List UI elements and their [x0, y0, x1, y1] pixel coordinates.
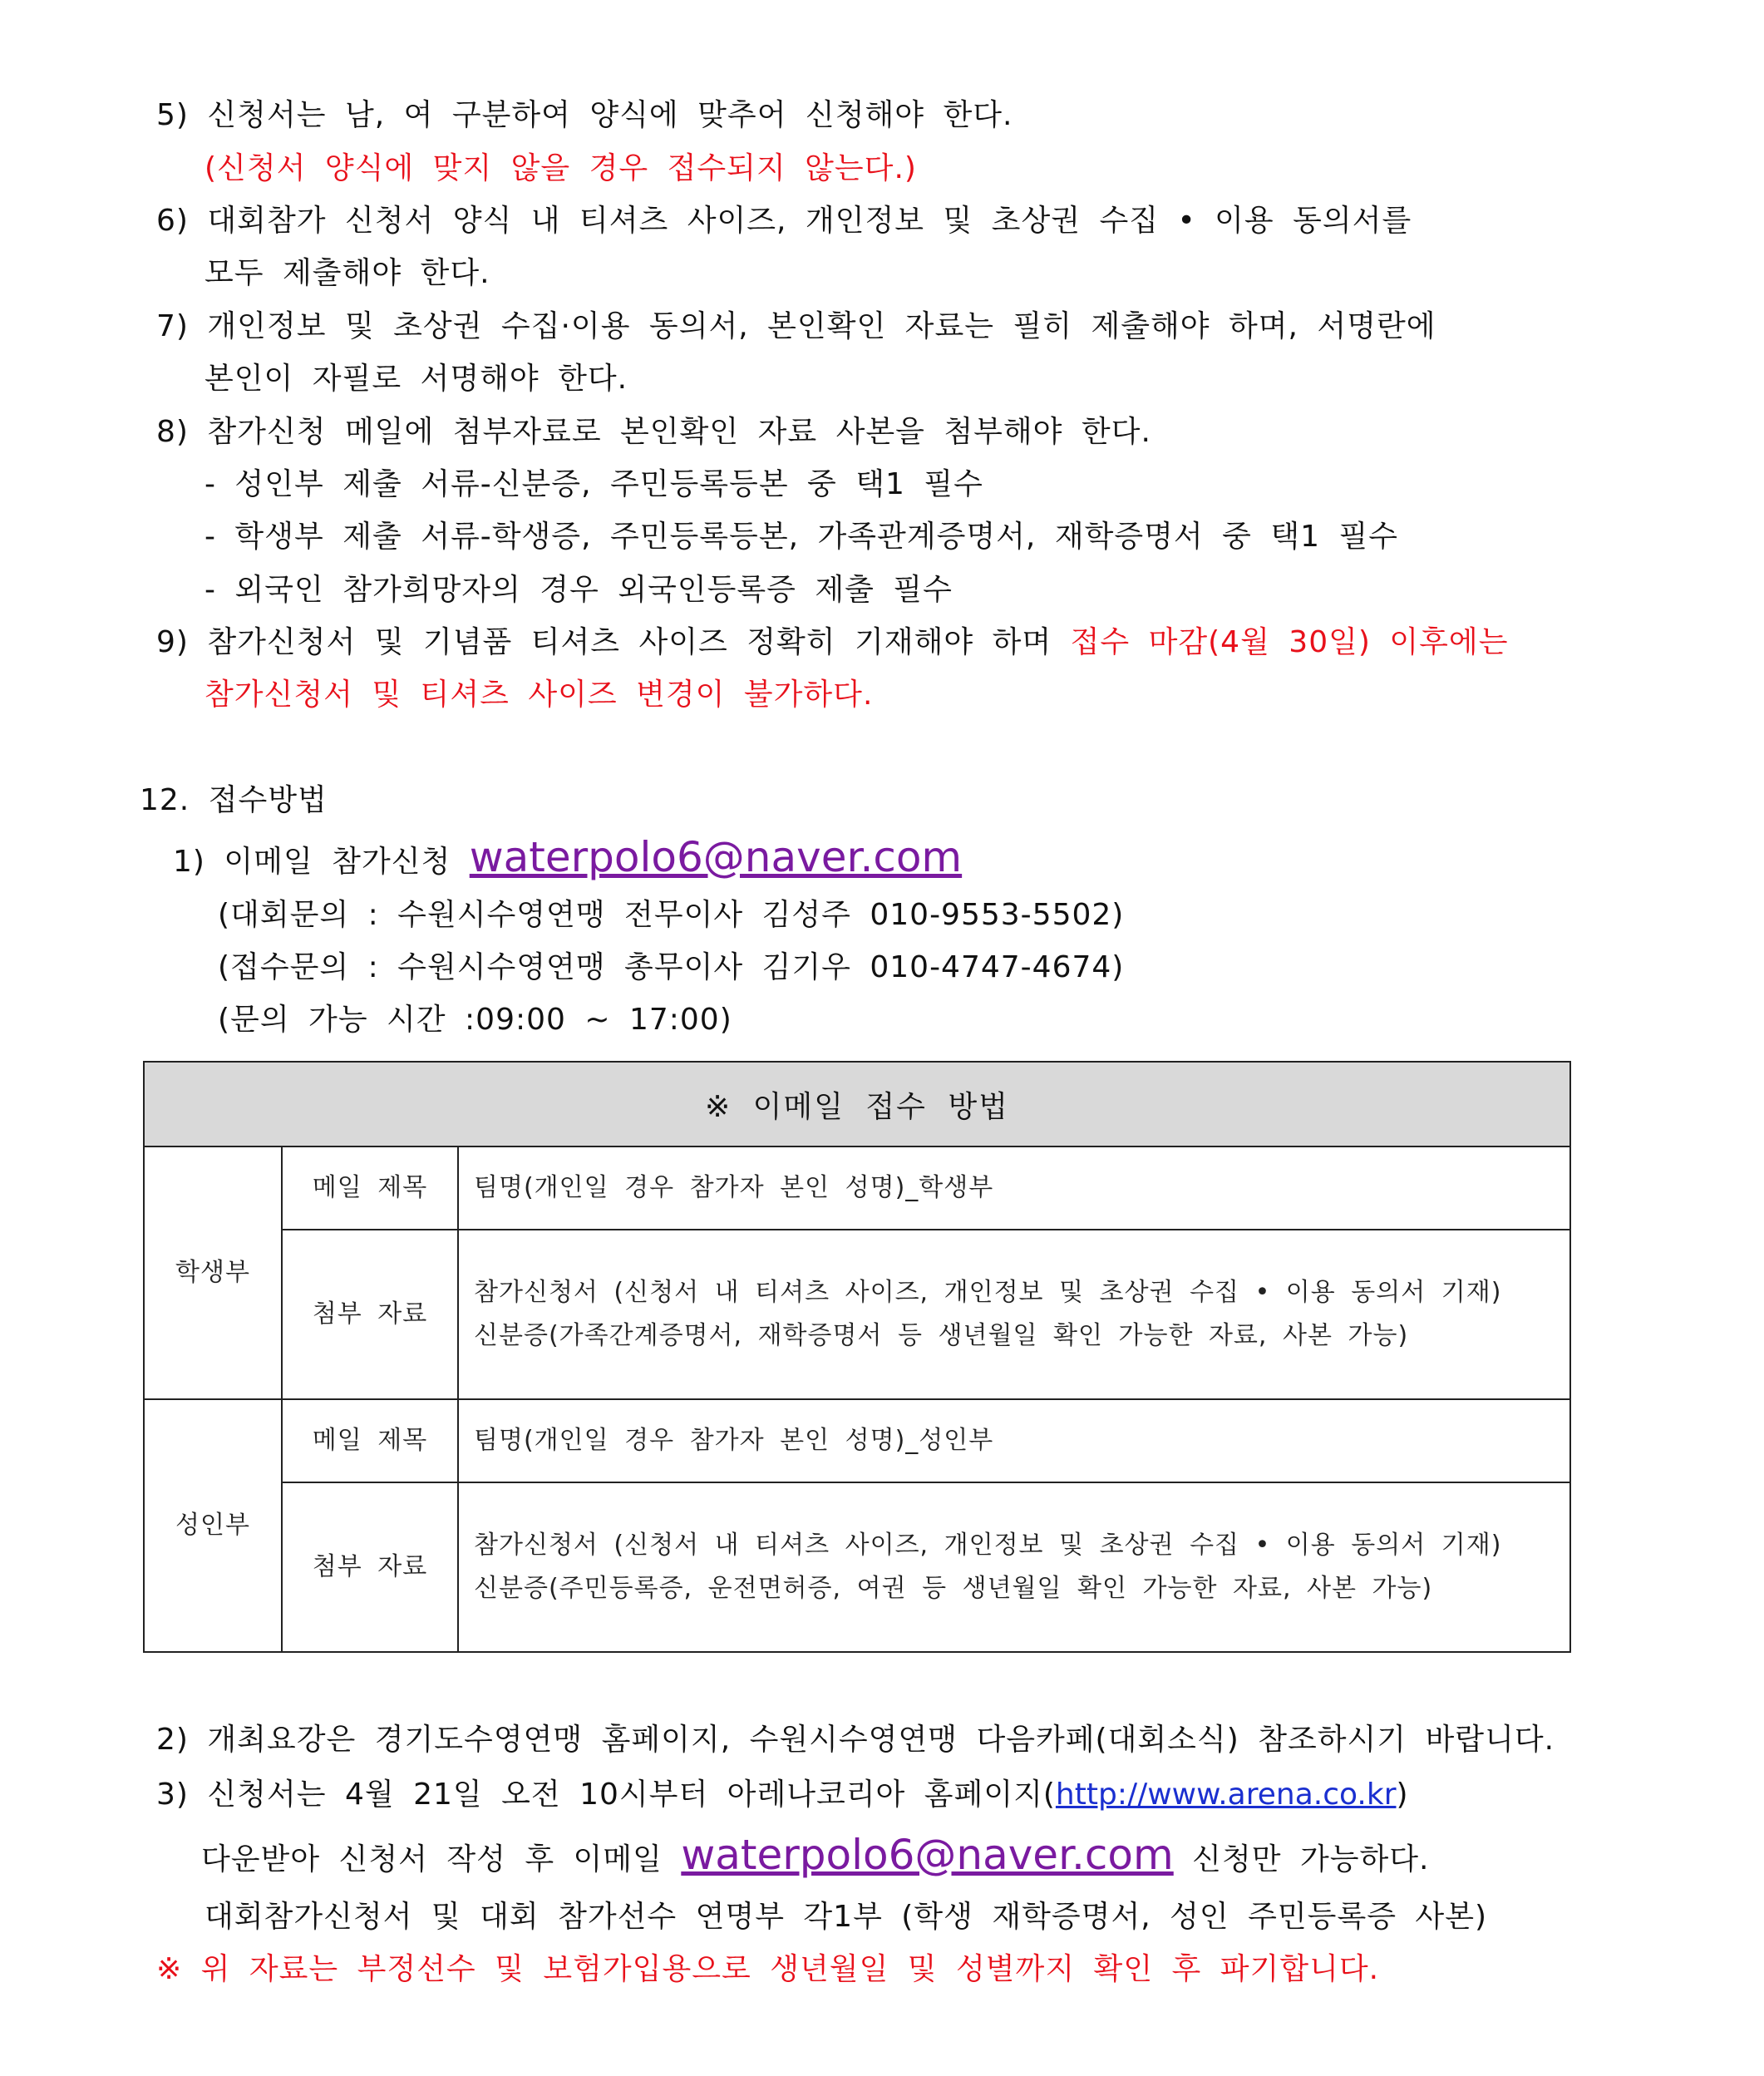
arena-url-link[interactable]: http://www.arena.co.kr: [1055, 1778, 1397, 1812]
email-method-table: [143, 1061, 1571, 1653]
contact-hours: (문의 가능 시간 :09:00 ~ 17:00): [218, 1003, 732, 1037]
section-12-title: 12. 접수방법: [140, 783, 328, 817]
item-6-line2: 모두 제출해야 한다.: [204, 256, 490, 290]
item-6-line1: 6) 대회참가 신청서 양식 내 티셔츠 사이즈, 개인정보 및 초상권 수집 • 이용 동의서를: [156, 204, 1412, 238]
item-7-line1: 7) 개인정보 및 초상권 수집·이용 동의서, 본인확인 자료는 필히 제출해야 하며, 서명란에: [156, 309, 1436, 343]
contact-reception: (접수문의 : 수원시수영연맹 총무이사 김기우 010-4747-4674): [218, 950, 1125, 984]
item-3-text: 3) 신청서는 4월 21일 오전 10시부터: [156, 1778, 727, 1812]
item-9-text: 9) 참가신청서 및 기념품 티셔츠 사이즈 정확히 기재해야 하며: [156, 625, 1071, 659]
student-attach-line1: 참가신청서 (신청서 내 티셔츠 사이즈, 개인정보 및 초상권 수집 • 이용 동의서 기재): [474, 1278, 1502, 1307]
item-5: 5) 신청서는 남, 여 구분하여 양식에 맞추어 신청해야 한다.: [156, 98, 1013, 132]
group-student: 학생부: [175, 1258, 250, 1287]
adult-mail-value: 팀명(개인일 경우 참가자 본인 성명)_성인부: [474, 1426, 994, 1455]
item-3-line2: [201, 1832, 1430, 1883]
item-8-sub-adult: - 성인부 제출 서류-신분증, 주민등록등본 중 택1 필수: [204, 467, 983, 501]
item-7-line2: 본인이 자필로 서명해야 한다.: [204, 362, 628, 396]
item-9-line2: 참가신청서 및 티셔츠 사이즈 변경이 불가하다.: [204, 678, 874, 712]
item-3-line3: 대회참가신청서 및 대회 참가선수 연명부 각1부 (학생 재학증명서, 성인 주민등록증 사본): [204, 1900, 1488, 1934]
arena-url-close: ): [1396, 1778, 1409, 1812]
adult-attach-value: [459, 1483, 1569, 1651]
student-attach-label: 첨부 자료: [312, 1299, 428, 1329]
method-1: [173, 834, 962, 885]
item-8-sub-foreigner: - 외국인 참가희망자의 경우 외국인등록증 제출 필수: [204, 573, 953, 607]
disposal-warning: ※ 위 자료는 부정선수 및 보험가입용으로 생년월일 및 성별까지 확인 후 파기합니다.: [156, 1952, 1380, 1986]
email-link-2[interactable]: waterpolo6@naver.com: [681, 1831, 1174, 1879]
item-3-download-text: 다운받아 신청서 작성 후 이메일: [201, 1842, 682, 1876]
adult-mail-label: 메일 제목: [312, 1426, 428, 1455]
arena-site-label: 아레나코리아 홈페이지(: [727, 1778, 1056, 1812]
student-attach-value: [459, 1230, 1569, 1398]
student-mail-value: 팀명(개인일 경우 참가자 본인 성명)_학생부: [474, 1173, 994, 1202]
item-9-deadline: 접수 마감(4월 30일) 이후에는: [1070, 625, 1509, 659]
adult-attach-label: 첨부 자료: [312, 1552, 428, 1581]
item-9-line1: [156, 624, 1508, 662]
contact-general: (대회문의 : 수원시수영연맹 전무이사 김성주 010-9553-5502): [218, 898, 1125, 932]
group-adult: 성인부: [175, 1511, 250, 1540]
student-mail-label: 메일 제목: [312, 1173, 428, 1202]
method-1-label: 1) 이메일 참가신청: [173, 845, 470, 879]
item-5-note: (신청서 양식에 맞지 않을 경우 접수되지 않는다.): [204, 151, 917, 185]
adult-attach-line1: 참가신청서 (신청서 내 티셔츠 사이즈, 개인정보 및 초상권 수집 • 이용 동의서 기재): [474, 1531, 1502, 1560]
adult-attach-line2: 신분증(주민등록증, 운전면허증, 여권 등 생년월일 확인 가능한 자료, 사본 가능): [474, 1574, 1433, 1603]
item-3-line1: [156, 1776, 1409, 1814]
item-2: 2) 개최요강은 경기도수영연맹 홈페이지, 수원시수영연맹 다음카페(대회소식) 참조하시기 바랍니다.: [156, 1723, 1555, 1757]
table-title: ※ 이메일 접수 방법: [145, 1063, 1569, 1146]
item-8: 8) 참가신청 메일에 첨부자료로 본인확인 자료 사본을 첨부해야 한다.: [156, 415, 1151, 449]
student-attach-line2: 신분증(가족간계증명서, 재학증명서 등 생년월일 확인 가능한 자료, 사본 가능): [474, 1321, 1409, 1350]
item-3-apply-only: 신청만 가능하다.: [1173, 1842, 1430, 1876]
email-link[interactable]: waterpolo6@naver.com: [469, 833, 963, 881]
item-8-sub-student: - 학생부 제출 서류-학생증, 주민등록등본, 가족관계증명서, 재학증명서 중 택1 필수: [204, 520, 1399, 554]
